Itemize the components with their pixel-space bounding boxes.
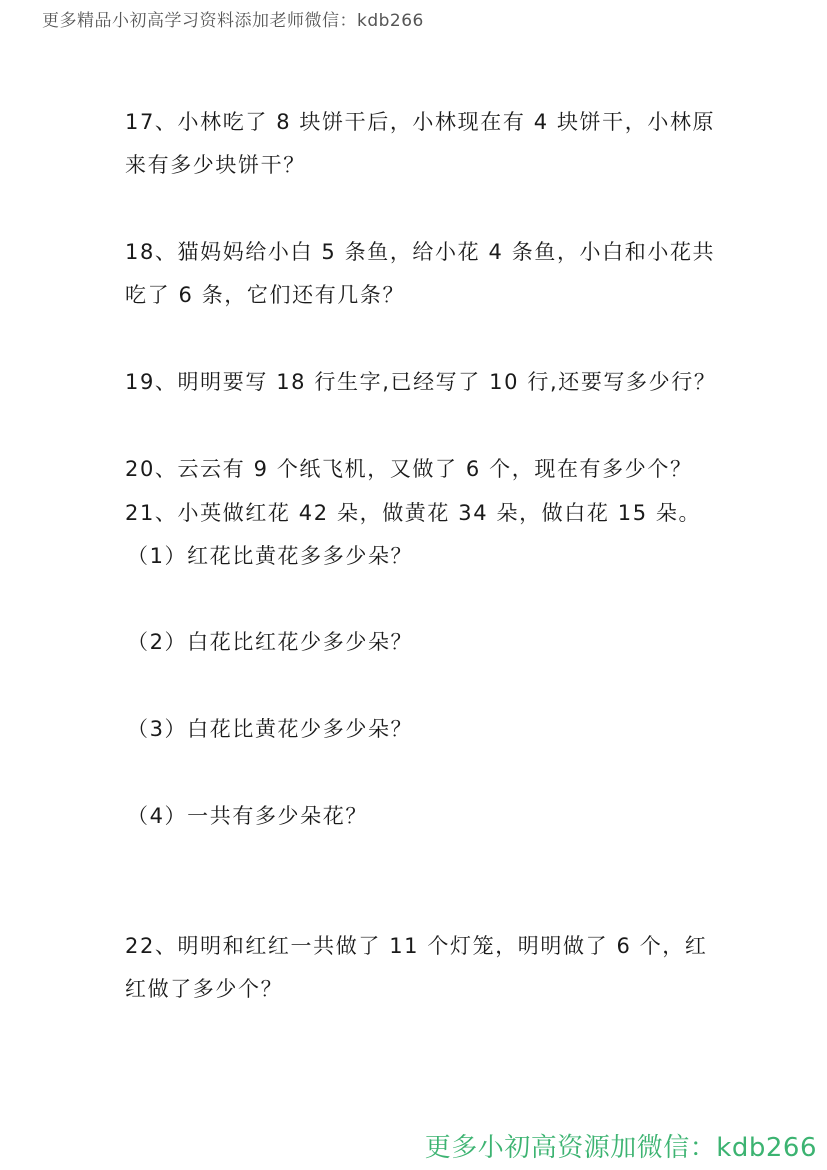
problem-17-line-1: 17、小林吃了 8 块饼干后，小林现在有 4 块饼干，小林原 — [125, 110, 716, 134]
header-watermark-note: 更多精品小初高学习资料添加老师微信：kdb266 — [42, 11, 424, 31]
problem-21-line-1: 21、小英做红花 42 朵，做黄花 34 朵，做白花 15 朵。 — [125, 501, 702, 525]
problem-17-line-2: 来有多少块饼干？ — [125, 153, 306, 177]
problem-20-line-1: 20、云云有 9 个纸飞机，又做了 6 个，现在有多少个？ — [125, 457, 693, 481]
problem-22-line-2: 红做了多少个？ — [125, 977, 284, 1001]
problem-21-subquestion-4: （4）一共有多少朵花？ — [127, 804, 368, 828]
problem-21-subquestion-2: （2）白花比红花少多少朵？ — [127, 630, 414, 654]
problem-21-subquestion-3: （3）白花比黄花少多少朵？ — [127, 717, 414, 741]
problem-18-line-1: 18、猫妈妈给小白 5 条鱼，给小花 4 条鱼，小白和小花共 — [125, 240, 716, 264]
problem-21-subquestion-1: （1）红花比黄花多多少朵？ — [127, 544, 414, 568]
problem-22-line-1: 22、明明和红红一共做了 11 个灯笼，明明做了 6 个，红 — [125, 934, 708, 958]
footer-watermark-note: 更多小初高资源加微信：kdb266 — [424, 1133, 817, 1163]
problem-18-line-2: 吃了 6 条，它们还有几条？ — [125, 283, 406, 307]
problem-19-line-1: 19、明明要写 18 行生字,已经写了 10 行,还要写多少行？ — [125, 370, 717, 394]
